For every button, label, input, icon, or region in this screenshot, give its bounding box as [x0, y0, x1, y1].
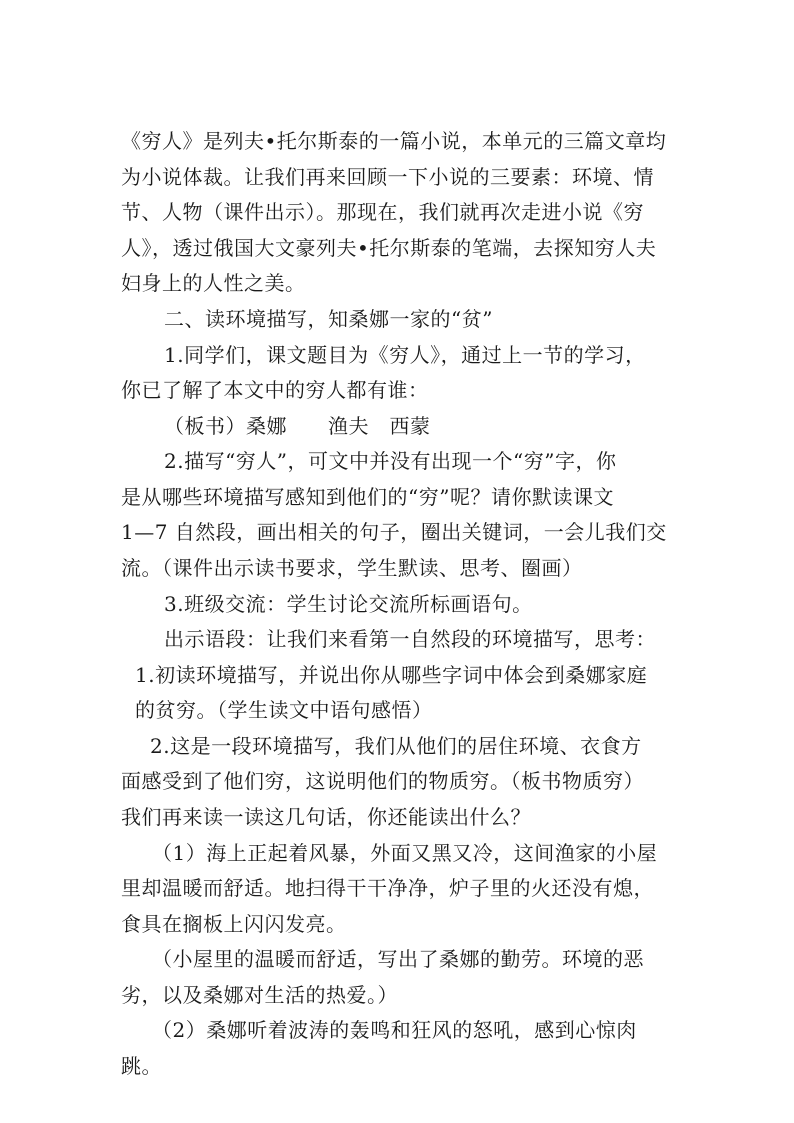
- paragraph-line: 流。（课件出示读书要求，学生默读、思考、圈画）: [121, 556, 583, 580]
- paragraph-line: 3.班级交流：学生讨论交流所标画语句。: [164, 592, 533, 616]
- quoted-passage-line: 跳。: [121, 1054, 162, 1078]
- paragraph-line: 1—7 自然段，画出相关的句子，圈出关键词，一会儿我们交: [121, 520, 667, 544]
- paragraph-line: 节、人物（课件出示）。那现在，我们就再次走进小说《穷: [121, 200, 644, 224]
- paragraph-line: 《穷人》是列夫•托尔斯泰的一篇小说，本单元的三篇文章均: [121, 129, 667, 153]
- paragraph-line: 1.同学们，课文题目为《穷人》，通过上一节的学习，: [164, 343, 646, 367]
- paragraph-line: 出示语段：让我们来看第一自然段的环境描写，思考：: [164, 627, 656, 651]
- paragraph-line: 2.这是一段环境描写，我们从他们的居住环境、衣食方: [150, 734, 642, 758]
- blackboard-note: （板书）桑娜 渔夫 西蒙: [164, 414, 431, 438]
- paragraph-line: （小屋里的温暖而舒适，写出了桑娜的勤劳。环境的恶: [152, 947, 644, 971]
- paragraph-line: 1.初读环境描写，并说出你从哪些字词中体会到桑娜家庭: [135, 663, 648, 687]
- quoted-passage-line: （2）桑娜听着波涛的轰鸣和狂风的怒吼，感到心惊肉: [152, 1018, 637, 1042]
- quoted-passage-line: 食具在搁板上闪闪发亮。: [121, 912, 347, 936]
- paragraph-line: 劣，以及桑娜对生活的热爱。）: [121, 983, 398, 1007]
- paragraph-line: 2.描写“穷人”，可文中并没有出现一个“穷”字，你: [164, 449, 617, 473]
- paragraph-line: 你已了解了本文中的穷人都有谁：: [121, 378, 429, 402]
- paragraph-line: 是从哪些环境描写感知到他们的“穷”呢？请你默读课文: [121, 485, 614, 509]
- paragraph-line: 面感受到了他们穷，这说明他们的物质穷。（板书物质穷）: [121, 769, 644, 793]
- paragraph-line: 的贫穷。（学生读文中语句感悟）: [135, 698, 433, 722]
- paragraph-line: 妇身上的人性之美。: [121, 271, 306, 295]
- quoted-passage-line: 里却温暖而舒适。地扫得干干净净，炉子里的火还没有熄，: [121, 876, 654, 900]
- paragraph-line: 人》，透过俄国大文豪列夫•托尔斯泰的笔端，去探知穷人夫: [121, 236, 657, 260]
- quoted-passage-line: （1）海上正起着风暴，外面又黑又冷，这间渔家的小屋: [152, 841, 658, 865]
- paragraph-line: 我们再来读一读这几句话，你还能读出什么？: [121, 805, 531, 829]
- paragraph-line: 为小说体裁。让我们再来回顾一下小说的三要素：环境、情: [121, 165, 654, 189]
- section-heading: 二、读环境描写，知桑娜一家的“贫”: [164, 307, 493, 331]
